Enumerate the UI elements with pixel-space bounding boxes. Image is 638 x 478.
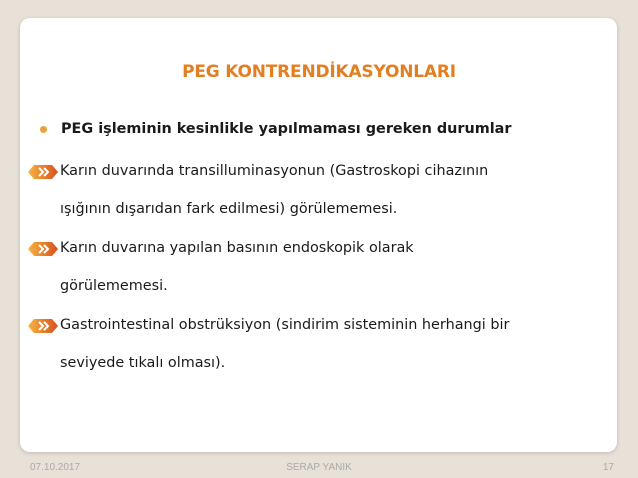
main-bullet-text: PEG işleminin kesinlikle yapılmaması gereken durumlar [61,121,512,137]
arrow-bullet-icon [28,240,58,258]
footer-date: 07.10.2017 [30,462,81,473]
arrow-bullet-icon [28,317,58,335]
list-item-line: görülememesi. [60,277,168,294]
list-item [38,307,608,382]
arrow-bullet-icon [28,163,58,181]
main-bullet [38,118,608,140]
slide-content [38,118,608,384]
list-item-line: Karın duvarına yapılan basının endoskopik olarak [60,240,414,256]
slide-title: PEG KONTRENDİKASYONLARI [182,62,456,82]
bullet-dot-icon [40,126,47,133]
list-item-line: seviyede tıkalı olması). [60,354,226,371]
footer-page-number: 17 [602,462,614,473]
list-item [38,153,608,228]
list-item-line: ışığının dışarıdan fark edilmesi) görülememesi. [60,200,398,217]
list-item [38,230,608,305]
list-item-line: Gastrointestinal obstrüksiyon (sindirim sisteminin herhangi bir [60,317,510,333]
list-item-line: Karın duvarında transilluminasyonun (Gastroskopi cihazının [60,163,489,179]
footer-author: SERAP YANIK [286,462,352,473]
